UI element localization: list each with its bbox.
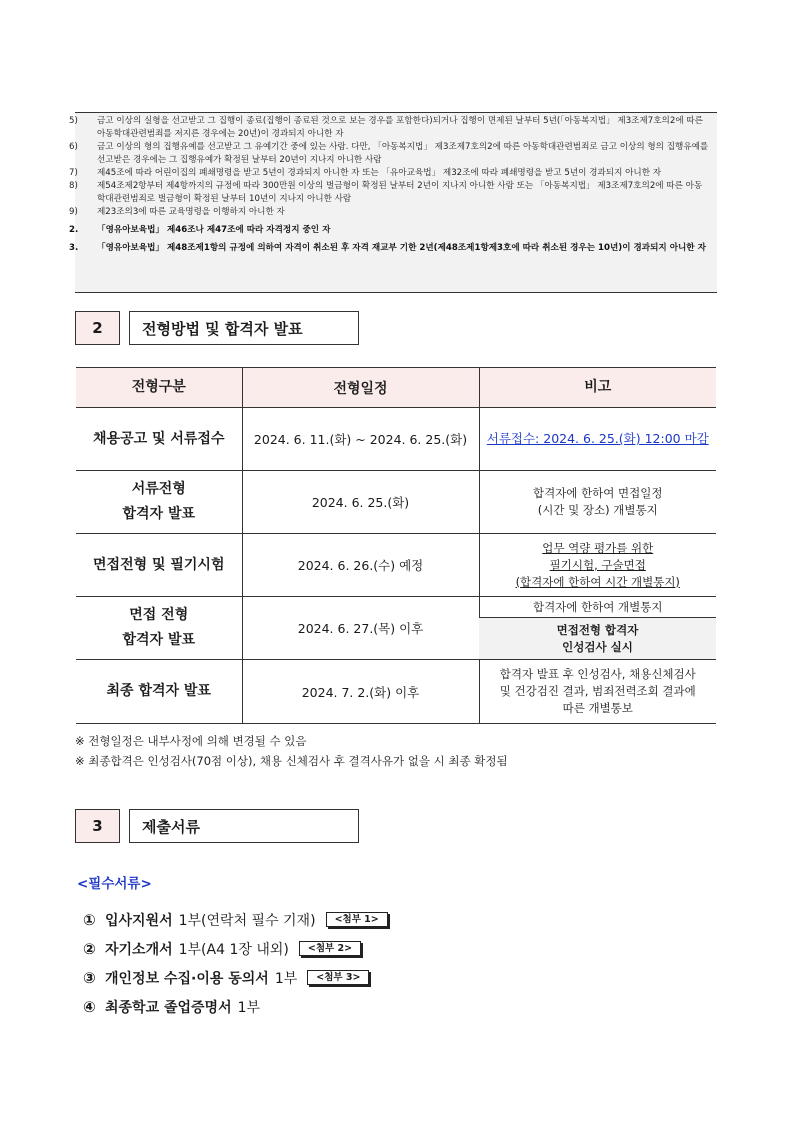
condition-item: 7) 제45조에 따라 어린이집의 폐쇄명령을 받고 5년이 경과되지 아니한 자 또는 「유아교육법」 제32조에 따라 폐쇄명령을 받고 5년이 경과되지 아니한 자 — [69, 168, 662, 178]
required-documents-title: <필수서류> — [77, 876, 152, 892]
condition-item-bold: 3. 「영유아보육법」 제48조제1항의 규정에 의하여 자격이 취소된 후 자격 재교부 기한 2년(제48조제1항제3호에 따라 취소된 경우는 10년)이 경과되지 아니한 자 — [69, 243, 706, 253]
selection-schedule-table — [76, 367, 716, 724]
attachment-badge[interactable]: <첨부 2> — [299, 941, 361, 956]
stage-cell: 최종 합격자 발표 — [76, 660, 242, 724]
condition-item: 6) 금고 이상의 형의 집행유예를 선고받고 그 유예기간 중에 있는 사람. 다만, 「아동복지법」 제3조제7호의2에 따른 아동학대관련범죄로 금고 이상의 형의 집행유예를 선고받은 경우에는 그 집행유예가 확정된 날부터 20년이 지나지 아니한 사람 — [69, 142, 709, 165]
table-row — [76, 660, 716, 724]
condition-item: 9) 제23조의3에 따른 교육명령을 이행하지 아니한 자 — [69, 207, 285, 217]
column-header: 비고 — [479, 368, 716, 408]
stage-cell: 채용공고 및 서류접수 — [76, 408, 242, 471]
note-line: ※ 전형일정은 내부사정에 의해 변경될 수 있음 — [75, 734, 307, 748]
column-header: 전형구분 — [76, 368, 242, 408]
table-row — [76, 408, 716, 471]
list-item: ③ 개인정보 수집·이용 동의서 1부 <첨부 3> — [83, 963, 388, 992]
date-cell: 2024. 7. 2.(화) 이후 — [242, 660, 479, 724]
section-title: 전형방법 및 합격자 발표 — [129, 311, 359, 345]
list-item: ④ 최종학교 졸업증명서 1부 — [83, 997, 261, 1016]
date-cell: 2024. 6. 26.(수) 예정 — [242, 534, 479, 597]
stage-cell: 면접 전형 합격자 발표 — [76, 597, 242, 660]
note-cell: 업무 역량 평가를 위한 필기시험, 구술면접 (합격자에 한하여 시간 개별통지) — [479, 534, 716, 597]
list-item: ① 입사지원서 1부(연락처 필수 기재) <첨부 1> — [83, 905, 388, 934]
section-title: 제출서류 — [129, 809, 359, 843]
column-header: 전형일정 — [242, 368, 479, 408]
note-cell-highlight: 면접전형 합격자 인성검사 실시 — [479, 618, 716, 660]
table-header-row — [76, 368, 716, 408]
date-cell: 2024. 6. 25.(화) — [242, 471, 479, 534]
stage-cell: 서류전형 합격자 발표 — [76, 471, 242, 534]
table-row — [76, 534, 716, 597]
note-cell: 합격자 발표 후 인성검사, 채용신체검사 및 건강검진 결과, 범죄전력조회 결과에 따른 개별통보 — [479, 660, 716, 724]
required-documents-list — [83, 905, 388, 1021]
condition-item-bold: 2. 「영유아보육법」 제46조나 제47조에 따라 자격정지 중인 자 — [69, 225, 331, 235]
note-cell — [479, 408, 716, 471]
attachment-badge[interactable]: <첨부 3> — [307, 970, 369, 985]
date-cell: 2024. 6. 27.(목) 이후 — [242, 597, 479, 660]
condition-item: 5) 금고 이상의 실형을 선고받고 그 집행이 종료(집행이 종료된 것으로 보는 경우를 포함한다)되거나 집행이 면제된 날부터 5년(「아동복지법」 제3조제7호의2에 따른 아동학대관련범죄를 저지른 경우에는 20년)이 경과되지 아니한 자 — [69, 116, 703, 139]
section-number: 3 — [75, 809, 120, 843]
note-cell: 합격자에 한하여 개별통지 — [479, 597, 716, 618]
attachment-badge[interactable]: <첨부 1> — [326, 912, 388, 927]
date-cell: 2024. 6. 11.(화) ~ 2024. 6. 25.(화) — [242, 408, 479, 471]
schedule-notes — [75, 731, 508, 771]
section-number: 2 — [75, 311, 120, 345]
note-cell: 합격자에 한하여 면접일정 (시간 및 장소) 개별통지 — [479, 471, 716, 534]
condition-item: 8) 제54조제2항부터 제4항까지의 규정에 따라 300만원 이상의 벌금형이 확정된 날부터 2년이 지나지 아니한 사람 또는 「아동복지법」 제3조제7호의2에 따른 아동학대관련범죄로 벌금형이 확정된 날부터 10년이 지나지 아니한 사람 — [69, 181, 703, 204]
note-line: ※ 최종합격은 인성검사(70점 이상), 채용 신체검사 후 결격사유가 없을 시 최종 확정됨 — [75, 754, 508, 768]
table-row — [76, 471, 716, 534]
deadline-link[interactable]: 서류접수: 2024. 6. 25.(화) 12:00 마감 — [486, 431, 709, 446]
table-row — [76, 597, 716, 618]
disqualification-conditions-box — [69, 112, 717, 293]
list-item: ② 자기소개서 1부(A4 1장 내외) <첨부 2> — [83, 934, 388, 963]
stage-cell: 면접전형 및 필기시험 — [76, 534, 242, 597]
